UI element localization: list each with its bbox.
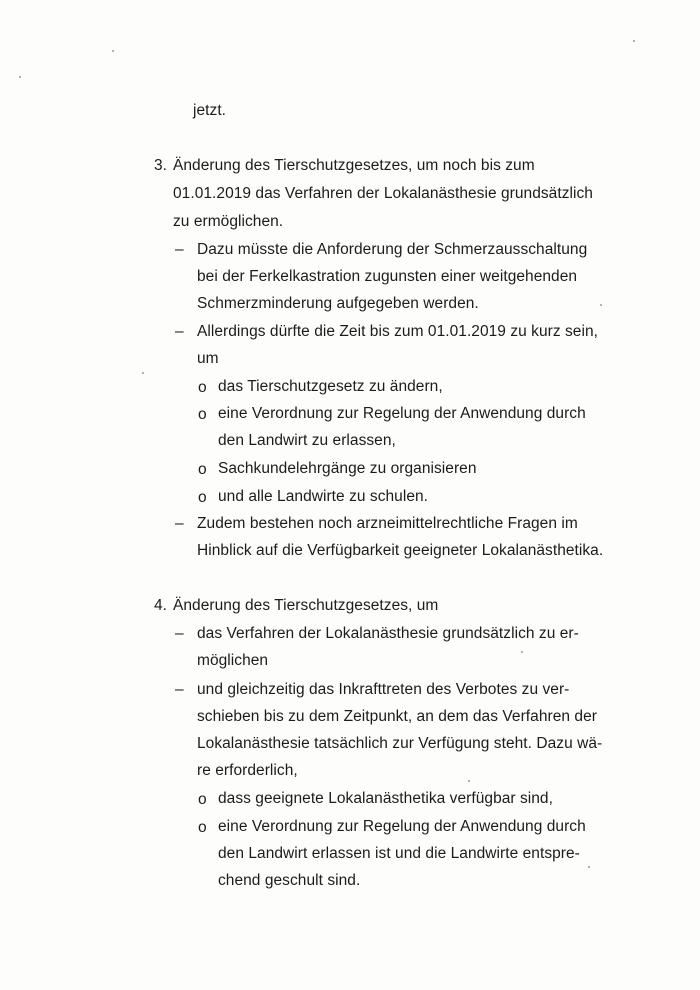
section-4-bullet-2-line-2: schieben bis zu dem Zeitpunkt, an dem das Verfahren der (197, 708, 597, 725)
section-3-heading-line-1: Änderung des Tierschutzgesetzes, um noch bis zum (173, 157, 535, 174)
scan-speck (588, 866, 590, 868)
section-4-bullet-2-dash: – (175, 681, 184, 698)
section-4-bullet-2-line-1: und gleichzeitig das Inkrafttreten des Verbotes zu ver- (197, 681, 570, 698)
section-4-subitem-2-line-3: chend geschult sind. (218, 872, 361, 889)
section-3-number: 3. (154, 157, 167, 174)
section-4-number: 4. (154, 597, 167, 614)
section-3-bullet-3-line-1: Zudem bestehen noch arzneimittelrechtliche Fragen im (197, 515, 578, 532)
section-4-bullet-1-line-1: das Verfahren der Lokalanästhesie grundsätzlich zu er- (197, 625, 579, 642)
section-3-subitem-2-line-2: den Landwirt zu erlassen, (218, 432, 396, 449)
section-3-bullet-3-line-2: Hinblick auf die Verfügbarkeit geeigneter Lokalanästhetika. (197, 542, 604, 559)
section-3-bullet-1-line-3: Schmerzminderung aufgegeben werden. (197, 295, 479, 312)
section-4-bullet-1-dash: – (175, 625, 184, 642)
section-3-bullet-1-line-1: Dazu müsste die Anforderung der Schmerzausschaltung (197, 241, 588, 258)
section-4-bullet-1-line-2: möglichen (197, 652, 269, 669)
section-3-bullet-1-dash: – (175, 241, 184, 258)
section-4-subitem-1-marker: o (198, 791, 207, 808)
intro-text: jetzt. (193, 102, 227, 119)
scan-speck (19, 76, 21, 78)
section-3-subitem-4-line-1: und alle Landwirte zu schulen. (218, 488, 429, 505)
section-3-bullet-1-line-2: bei der Ferkelkastration zugunsten einer weitgehenden (197, 268, 578, 285)
section-4-bullet-2-line-3: Lokalanästhesie tatsächlich zur Verfügung steht. Dazu wä- (197, 735, 603, 752)
section-3-bullet-2-line-1: Allerdings dürfte die Zeit bis zum 01.01.2019 zu kurz sein, (197, 323, 598, 340)
scan-speck (521, 651, 523, 653)
scan-speck (142, 372, 144, 374)
section-3-bullet-3-dash: – (175, 515, 184, 532)
section-3-subitem-1-marker: o (198, 379, 207, 396)
section-4-subitem-2-line-1: eine Verordnung zur Regelung der Anwendung durch (218, 818, 586, 835)
section-4-subitem-2-marker: o (198, 819, 207, 836)
section-3-subitem-2-line-1: eine Verordnung zur Regelung der Anwendung durch (218, 405, 586, 422)
section-4-subitem-2-line-2: den Landwirt erlassen ist und die Landwirte entspre- (218, 845, 580, 862)
section-3-subitem-4-marker: o (198, 489, 207, 506)
section-3-heading-line-3: zu ermöglichen. (173, 213, 284, 230)
section-3-subitem-2-marker: o (198, 406, 207, 423)
scan-speck (112, 50, 114, 52)
scan-speck (468, 780, 470, 782)
scan-speck (600, 304, 602, 306)
scan-speck (633, 40, 635, 42)
section-3-bullet-2-line-2: um (197, 350, 219, 367)
section-3-subitem-3-line-1: Sachkundelehrgänge zu organisieren (218, 460, 477, 477)
section-4-subitem-1-line-1: dass geeignete Lokalanästhetika verfügbar sind, (218, 790, 553, 807)
section-4-heading-line-1: Änderung des Tierschutzgesetzes, um (173, 597, 439, 614)
section-3-bullet-2-dash: – (175, 323, 184, 340)
section-3-subitem-3-marker: o (198, 461, 207, 478)
section-3-heading-line-2: 01.01.2019 das Verfahren der Lokalanästhesie grundsätzlich (173, 185, 593, 202)
section-3-subitem-1-line-1: das Tierschutzgesetz zu ändern, (218, 378, 443, 395)
section-4-bullet-2-line-4: re erforderlich, (197, 762, 298, 779)
